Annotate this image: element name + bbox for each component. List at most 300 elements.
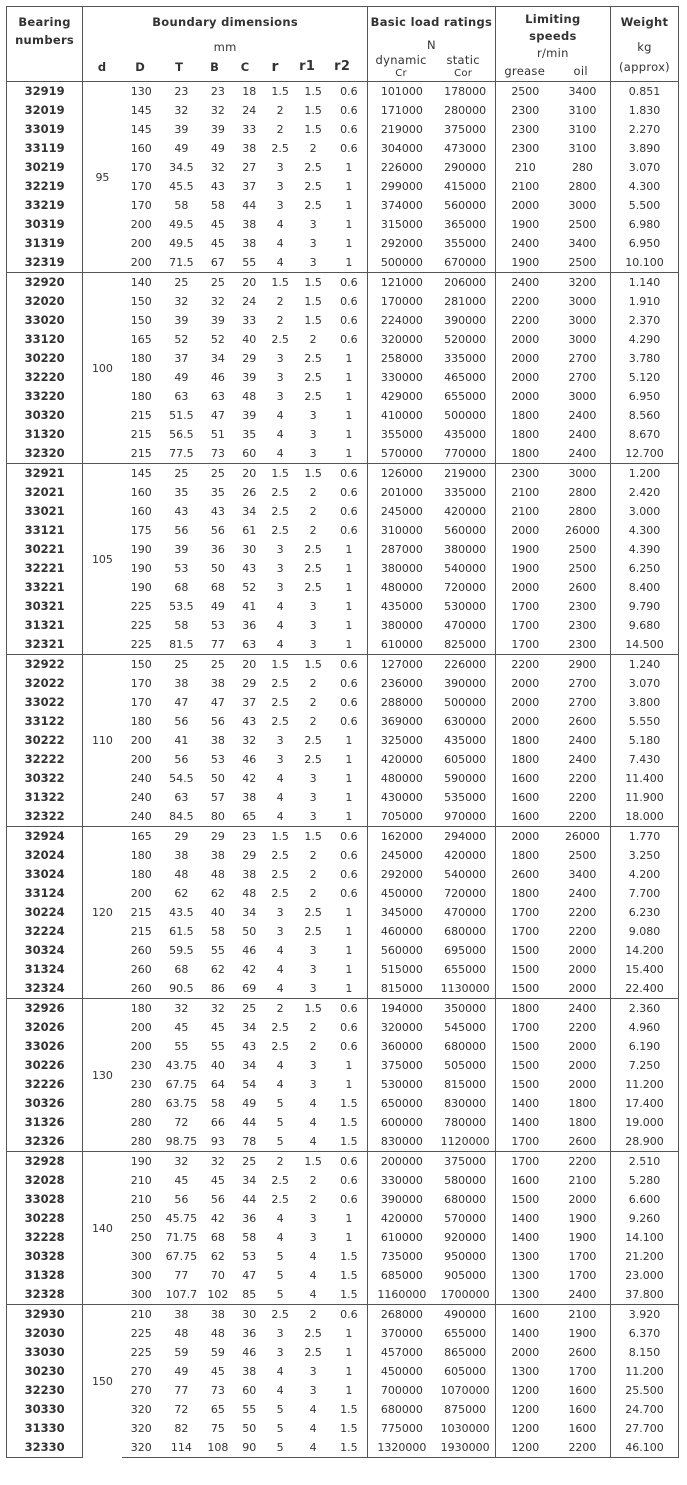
chamfer-r1-cell: 2.5	[304, 180, 322, 193]
grease-speed-cell: 2300	[495, 464, 555, 484]
width-C-cell: 41	[242, 600, 257, 613]
chamfer-r1-cell: 3	[309, 982, 317, 995]
bearing-number-cell: 31326	[7, 1113, 83, 1132]
oil-speed-cell: 2300	[555, 616, 611, 635]
bearing-number-cell: 32324	[7, 979, 83, 999]
weight-cell: 17.400	[610, 1094, 678, 1113]
dynamic-load-cell: 457000	[380, 1346, 423, 1359]
grease-speed-cell: 1600	[511, 772, 540, 785]
chamfer-r-cell: 3	[276, 1327, 284, 1340]
bearing-number-cell: 32019	[7, 101, 83, 120]
col-d-header: d	[97, 60, 107, 74]
oil-speed-cell: 2600	[555, 712, 611, 731]
width-C-cell: 40	[242, 333, 257, 346]
width-B-cell: 55	[210, 944, 225, 957]
dynamic-load-cell: 101000	[368, 82, 436, 102]
width-T-cell: 56.5	[169, 428, 194, 441]
grease-speed-cell: 2000	[511, 390, 540, 403]
oil-speed-cell: 2700	[555, 368, 611, 387]
outer-diameter-cell: 190	[130, 581, 152, 594]
dynamic-load-cell: 194000	[368, 999, 436, 1019]
chamfer-r-cell: 2	[276, 314, 284, 327]
width-B-cell: 48	[210, 868, 225, 881]
weight-cell: 1.240	[610, 655, 678, 675]
width-C-cell: 25	[234, 1152, 265, 1172]
grease-speed-cell: 1300	[511, 1365, 540, 1378]
chamfer-r2-cell: 1	[331, 158, 368, 177]
grease-speed-cell: 2300	[511, 104, 540, 117]
weight-cell: 22.400	[610, 979, 678, 999]
grease-speed-cell: 1800	[511, 409, 540, 422]
dynamic-load-cell: 815000	[380, 982, 423, 995]
chamfer-r1-cell: 1.5	[296, 827, 331, 847]
col-r-header: r	[271, 59, 279, 75]
static-load-cell: 920000	[436, 1228, 496, 1247]
bore-diameter-cell: 105	[83, 464, 122, 655]
grease-speed-cell: 1600	[495, 1305, 555, 1325]
static-load-cell: 281000	[436, 292, 496, 311]
chamfer-r2-cell: 1	[331, 750, 368, 769]
oil-speed-cell: 2400	[555, 750, 611, 769]
oil-speed-cell: 3000	[555, 292, 611, 311]
width-C-cell: 43	[242, 1040, 257, 1053]
chamfer-r-cell: 2	[265, 1152, 296, 1172]
chamfer-r2-cell: 1.5	[331, 1113, 368, 1132]
width-T-cell: 38	[174, 849, 189, 862]
oil-speed-cell: 1600	[555, 1381, 611, 1400]
static-load-cell: 605000	[436, 1362, 496, 1381]
width-C-cell: 20	[234, 655, 265, 675]
table-row	[7, 1152, 679, 1172]
grease-speed-cell: 1400	[511, 1097, 540, 1110]
static-load-cell: 720000	[436, 884, 496, 903]
grease-speed-cell: 1700	[511, 925, 540, 938]
static-load-cell: 720000	[436, 578, 496, 597]
width-B-cell: 68	[210, 581, 225, 594]
bearing-number-cell: 32330	[7, 1438, 83, 1458]
weight-cell: 11.200	[610, 1075, 678, 1094]
outer-diameter-cell: 215	[130, 409, 152, 422]
width-C-cell: 24	[242, 295, 257, 308]
static-load-cell: 605000	[436, 750, 496, 769]
weight-cell: 7.430	[610, 750, 678, 769]
chamfer-r2-cell: 1.5	[331, 1094, 368, 1113]
chamfer-r2-cell: 0.6	[331, 311, 368, 330]
weight-cell: 5.500	[610, 196, 678, 215]
width-C-cell: 30	[234, 1305, 265, 1325]
width-C-cell: 43	[242, 562, 257, 575]
width-C-cell: 34	[242, 505, 257, 518]
width-B-cell: 52	[210, 333, 225, 346]
weight-cell: 10.100	[610, 253, 678, 273]
static-col-header	[434, 53, 492, 81]
oil-speed-cell: 2500	[555, 215, 611, 234]
dynamic-load-cell: 310000	[380, 524, 423, 537]
width-T-cell: 25	[161, 655, 202, 675]
outer-diameter-cell: 215	[130, 447, 152, 460]
weight-cell: 11.400	[610, 769, 678, 788]
width-T-cell: 32	[174, 104, 189, 117]
bearing-number-cell: 30228	[7, 1209, 83, 1228]
outer-diameter-cell: 230	[130, 1078, 152, 1091]
chamfer-r2-cell: 1	[331, 1228, 368, 1247]
static-load-cell: 560000	[436, 196, 496, 215]
oil-speed-cell: 3200	[555, 273, 611, 293]
width-T-cell: 49	[174, 142, 189, 155]
width-T-cell: 41	[174, 734, 189, 747]
dynamic-load-cell: 375000	[380, 1059, 423, 1072]
weight-header	[610, 7, 678, 82]
chamfer-r-cell: 4	[276, 982, 284, 995]
chamfer-r2-cell: 1	[331, 769, 368, 788]
static-load-cell: 655000	[436, 960, 496, 979]
weight-cell: 3.000	[610, 502, 678, 521]
grease-speed-cell: 1700	[511, 600, 540, 613]
load-columns	[368, 53, 495, 81]
bearing-number-cell: 31322	[7, 788, 83, 807]
weight-cell: 5.550	[610, 712, 678, 731]
outer-diameter-cell: 200	[130, 734, 152, 747]
weight-cell: 15.400	[610, 960, 678, 979]
chamfer-r-cell: 1.5	[265, 655, 296, 675]
dynamic-load-cell: 430000	[380, 791, 423, 804]
dynamic-load-cell: 288000	[380, 696, 423, 709]
width-C-cell: 53	[242, 1250, 257, 1263]
chamfer-r2-cell: 1	[331, 979, 368, 999]
width-B-cell: 39	[210, 314, 225, 327]
chamfer-r1-cell: 4	[309, 1097, 317, 1110]
static-load-cell: 560000	[436, 521, 496, 540]
static-load-cell: 540000	[436, 865, 496, 884]
oil-speed-cell: 1900	[555, 1324, 611, 1343]
chamfer-r2-cell: 0.6	[331, 273, 368, 293]
oil-speed-cell: 2200	[555, 807, 611, 827]
chamfer-r-cell: 5	[276, 1422, 284, 1435]
dynamic-load-cell: 380000	[380, 562, 423, 575]
weight-cell: 4.390	[610, 540, 678, 559]
static-load-cell: 1120000	[436, 1132, 496, 1152]
chamfer-r-cell: 3	[276, 562, 284, 575]
col-T-header: T	[175, 60, 184, 74]
oil-speed-cell: 2000	[555, 941, 611, 960]
grease-speed-cell: 2000	[495, 827, 555, 847]
grease-speed-cell: 2000	[511, 715, 540, 728]
chamfer-r-cell: 4	[276, 256, 284, 269]
dynamic-label: dynamic	[375, 53, 427, 67]
chamfer-r1-cell: 3	[309, 256, 317, 269]
chamfer-r-cell: 2.5	[271, 715, 289, 728]
chamfer-r1-cell: 1.5	[304, 104, 322, 117]
grease-speed-cell: 2000	[511, 199, 540, 212]
outer-diameter-cell: 160	[130, 142, 152, 155]
width-C-cell: 23	[234, 827, 265, 847]
static-load-cell: 390000	[436, 674, 496, 693]
bore-diameter-cell: 120	[83, 827, 122, 999]
dynamic-load-cell: 610000	[380, 638, 423, 651]
width-C-cell: 46	[242, 753, 257, 766]
outer-diameter-cell: 210	[130, 1174, 152, 1187]
grease-speed-cell: 210	[514, 161, 536, 174]
grease-speed-cell: 1500	[511, 1040, 540, 1053]
static-load-cell: 1130000	[436, 979, 496, 999]
dynamic-load-cell: 226000	[380, 161, 423, 174]
chamfer-r1-cell: 2	[309, 868, 317, 881]
dynamic-load-cell: 650000	[380, 1097, 423, 1110]
bearing-number-cell: 30219	[7, 158, 83, 177]
width-B-cell: 35	[210, 486, 225, 499]
chamfer-r2-cell: 1	[331, 1343, 368, 1362]
width-C-cell: 37	[242, 180, 257, 193]
oil-speed-cell: 1600	[555, 1419, 611, 1438]
width-B-cell: 38	[210, 677, 225, 690]
oil-speed-cell: 3000	[555, 387, 611, 406]
chamfer-r2-cell: 1.5	[331, 1438, 368, 1458]
weight-cell: 8.670	[610, 425, 678, 444]
static-load-cell: 375000	[436, 1152, 496, 1172]
outer-diameter-cell: 145	[130, 123, 152, 136]
grease-speed-cell: 1400	[511, 1212, 540, 1225]
width-B-cell: 38	[210, 849, 225, 862]
dynamic-load-cell: 735000	[380, 1250, 423, 1263]
bore-diameter-cell: 130	[83, 999, 122, 1152]
bearing-number-cell: 32924	[7, 827, 83, 847]
width-B-cell: 43	[210, 505, 225, 518]
grease-speed-cell: 1600	[511, 1174, 540, 1187]
width-T-cell: 45	[174, 1021, 189, 1034]
width-B-cell: 45	[210, 237, 225, 250]
width-C-cell: 24	[242, 104, 257, 117]
static-load-cell: 219000	[436, 464, 496, 484]
chamfer-r2-cell: 1	[331, 1075, 368, 1094]
outer-diameter-cell: 225	[130, 619, 152, 632]
outer-diameter-cell: 260	[130, 982, 152, 995]
grease-speed-cell: 1900	[511, 218, 540, 231]
weight-cell: 24.700	[610, 1400, 678, 1419]
chamfer-r1-cell: 4	[309, 1269, 317, 1282]
outer-diameter-cell: 280	[130, 1097, 152, 1110]
oil-speed-cell: 2200	[555, 903, 611, 922]
weight-cell: 8.560	[610, 406, 678, 425]
outer-diameter-cell: 175	[130, 524, 152, 537]
grease-speed-cell: 1700	[511, 1135, 540, 1148]
static-load-cell: 470000	[436, 903, 496, 922]
width-T-cell: 45	[174, 1174, 189, 1187]
width-C-cell: 60	[242, 1384, 257, 1397]
bearing-number-cell: 32920	[7, 273, 83, 293]
static-load-cell: 950000	[436, 1247, 496, 1266]
chamfer-r1-cell: 2	[309, 142, 317, 155]
weight-cell: 8.150	[610, 1343, 678, 1362]
chamfer-r1-cell: 3	[309, 409, 317, 422]
grease-speed-cell: 1800	[511, 734, 540, 747]
table-row	[7, 82, 679, 102]
dynamic-load-cell: 390000	[380, 1193, 423, 1206]
static-load-cell: 545000	[436, 1018, 496, 1037]
weight-cell: 21.200	[610, 1247, 678, 1266]
weight-cell: 2.360	[610, 999, 678, 1019]
weight-cell: 27.700	[610, 1419, 678, 1438]
weight-cell: 6.250	[610, 559, 678, 578]
width-C-cell: 42	[242, 772, 257, 785]
outer-diameter-cell: 240	[130, 791, 152, 804]
chamfer-r1-cell: 2	[309, 1040, 317, 1053]
dynamic-load-cell: 200000	[368, 1152, 436, 1172]
chamfer-r-cell: 2.5	[271, 333, 289, 346]
static-load-cell: 470000	[436, 616, 496, 635]
static-load-cell: 670000	[436, 253, 496, 273]
bearing-number-cell: 32222	[7, 750, 83, 769]
chamfer-r1-cell: 3	[309, 1231, 317, 1244]
bearing-number-cell: 31321	[7, 616, 83, 635]
chamfer-r2-cell: 1	[331, 1381, 368, 1400]
bearing-number-cell: 30224	[7, 903, 83, 922]
width-C-cell: 55	[242, 256, 257, 269]
bearing-number-cell: 32220	[7, 368, 83, 387]
chamfer-r-cell: 5	[276, 1116, 284, 1129]
outer-diameter-cell: 260	[130, 944, 152, 957]
chamfer-r2-cell: 0.6	[331, 712, 368, 731]
bearing-number-cell: 30221	[7, 540, 83, 559]
bearing-number-cell: 33028	[7, 1190, 83, 1209]
col-B-header: B	[210, 60, 220, 74]
chamfer-r2-cell: 1	[331, 597, 368, 616]
outer-diameter-cell: 145	[130, 104, 152, 117]
grease-speed-cell: 1200	[495, 1438, 555, 1458]
static-load-cell: 335000	[436, 483, 496, 502]
static-load-cell: 380000	[436, 540, 496, 559]
static-load-cell: 815000	[436, 1075, 496, 1094]
outer-diameter-cell: 150	[130, 295, 152, 308]
width-T-cell: 71.5	[169, 256, 194, 269]
outer-diameter-cell: 200	[130, 218, 152, 231]
width-C-cell: 34	[242, 1174, 257, 1187]
static-load-cell: 280000	[436, 101, 496, 120]
chamfer-r-cell: 4	[276, 944, 284, 957]
chamfer-r1-cell: 1.5	[296, 999, 331, 1019]
bearing-number-cell: 33020	[7, 311, 83, 330]
width-C-cell: 52	[242, 581, 257, 594]
chamfer-r2-cell: 1	[331, 177, 368, 196]
static-load-cell: 1070000	[436, 1381, 496, 1400]
grease-speed-cell: 1200	[511, 1384, 540, 1397]
static-load-cell: 206000	[436, 273, 496, 293]
chamfer-r2-cell: 1.5	[331, 1266, 368, 1285]
width-B-cell: 32	[210, 295, 225, 308]
chamfer-r2-cell: 1	[331, 406, 368, 425]
bearing-number-cell: 32928	[7, 1152, 83, 1172]
chamfer-r2-cell: 1	[331, 349, 368, 368]
width-B-cell: 86	[210, 982, 225, 995]
grease-speed-cell: 2000	[511, 696, 540, 709]
dynamic-load-cell: 420000	[380, 753, 423, 766]
oil-speed-cell: 3000	[555, 311, 611, 330]
static-load-cell: 350000	[436, 999, 496, 1019]
outer-diameter-cell: 160	[130, 505, 152, 518]
chamfer-r-cell: 5	[276, 1269, 284, 1282]
chamfer-r2-cell: 1	[331, 559, 368, 578]
chamfer-r2-cell: 0.6	[331, 1037, 368, 1056]
static-load-cell: 465000	[436, 368, 496, 387]
width-B-cell: 50	[210, 562, 225, 575]
grease-speed-cell: 2300	[511, 142, 540, 155]
chamfer-r2-cell: 1	[331, 616, 368, 635]
chamfer-r2-cell: 1	[331, 215, 368, 234]
dynamic-col-header	[368, 53, 434, 81]
oil-speed-cell: 2200	[555, 769, 611, 788]
chamfer-r-cell: 2	[265, 999, 296, 1019]
chamfer-r2-cell: 1	[331, 731, 368, 750]
width-T-cell: 114	[161, 1438, 202, 1458]
width-T-cell: 47	[174, 696, 189, 709]
width-C-cell: 34	[242, 906, 257, 919]
dynamic-load-cell: 304000	[380, 142, 423, 155]
bearing-number-cell: 33219	[7, 196, 83, 215]
width-T-cell: 53	[174, 562, 189, 575]
outer-diameter-cell: 180	[130, 868, 152, 881]
width-B-cell: 53	[210, 753, 225, 766]
width-T-cell: 34.5	[169, 161, 194, 174]
chamfer-r2-cell: 0.6	[331, 521, 368, 540]
bearing-number-cell: 32922	[7, 655, 83, 675]
static-load-cell: 580000	[436, 1171, 496, 1190]
chamfer-r1-cell: 2.5	[304, 352, 322, 365]
width-B-cell: 25	[202, 273, 234, 293]
width-C-cell: 44	[242, 1116, 257, 1129]
bearing-number-cell: 33220	[7, 387, 83, 406]
weight-cell: 11.900	[610, 788, 678, 807]
grease-speed-cell: 1500	[511, 982, 540, 995]
chamfer-r2-cell: 0.6	[331, 120, 368, 139]
grease-speed-cell: 2200	[511, 295, 540, 308]
chamfer-r2-cell: 1	[331, 387, 368, 406]
chamfer-r-cell: 2	[276, 295, 284, 308]
col-C-header: C	[240, 60, 250, 74]
weight-cell: 9.260	[610, 1209, 678, 1228]
outer-diameter-cell: 170	[130, 180, 152, 193]
dynamic-load-cell: 460000	[380, 925, 423, 938]
width-T-cell: 84.5	[169, 810, 194, 823]
dynamic-load-cell: 320000	[380, 1021, 423, 1034]
width-T-cell: 51.5	[169, 409, 194, 422]
bearing-number-cell: 33221	[7, 578, 83, 597]
chamfer-r1-cell: 4	[309, 1422, 317, 1435]
chamfer-r-cell: 5	[265, 1438, 296, 1458]
static-load-cell: 830000	[436, 1094, 496, 1113]
outer-diameter-cell: 140	[122, 273, 161, 293]
dynamic-load-cell: 245000	[380, 505, 423, 518]
bearing-number-cell: 33124	[7, 884, 83, 903]
chamfer-r2-cell: 0.6	[331, 1190, 368, 1209]
chamfer-r2-cell: 1	[331, 960, 368, 979]
chamfer-r-cell: 4	[276, 1212, 284, 1225]
oil-speed-cell: 2600	[555, 1343, 611, 1362]
chamfer-r1-cell: 1.5	[296, 1152, 331, 1172]
bearing-number-cell: 33030	[7, 1343, 83, 1362]
dynamic-load-cell: 292000	[380, 868, 423, 881]
bearing-number-cell: 33026	[7, 1037, 83, 1056]
oil-speed-cell: 2700	[555, 674, 611, 693]
dynamic-load-cell: 268000	[368, 1305, 436, 1325]
chamfer-r-cell: 5	[276, 1403, 284, 1416]
width-B-cell: 58	[210, 925, 225, 938]
width-C-cell: 18	[234, 82, 265, 102]
width-T-cell: 68	[174, 581, 189, 594]
outer-diameter-cell: 225	[130, 1346, 152, 1359]
width-C-cell: 37	[242, 696, 257, 709]
width-B-cell: 66	[210, 1116, 225, 1129]
width-T-cell: 98.75	[165, 1135, 198, 1148]
dynamic-load-cell: 435000	[380, 600, 423, 613]
